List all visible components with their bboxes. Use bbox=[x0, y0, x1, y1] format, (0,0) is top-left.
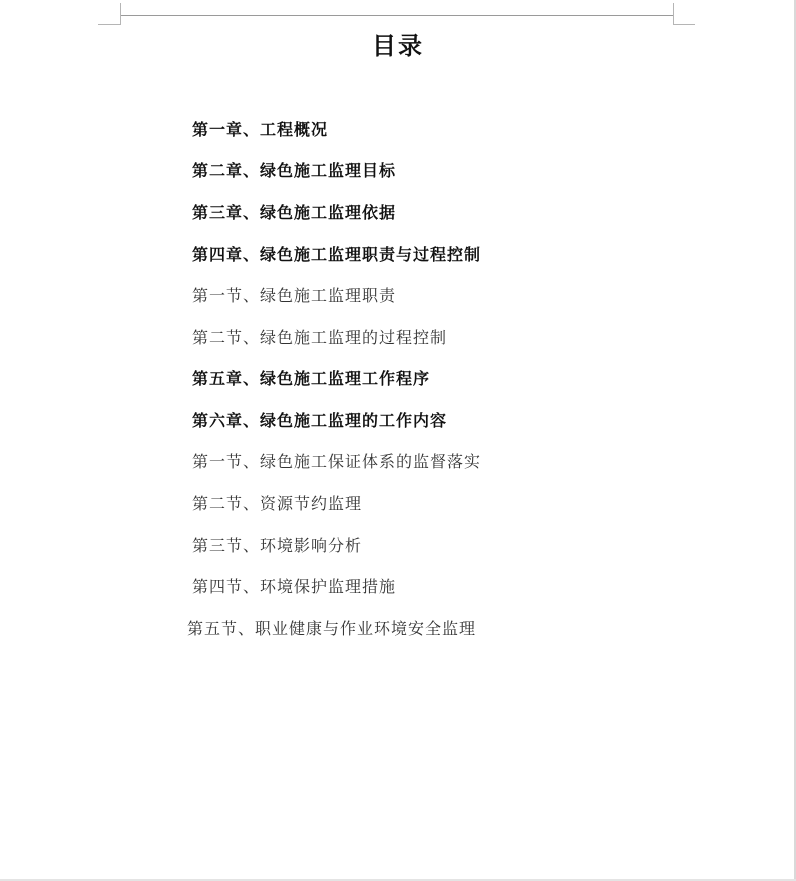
toc-entry-chapter-4-section-1: 第一节、绿色施工监理职责 bbox=[192, 286, 397, 305]
toc-entry-chapter-6-section-2: 第二节、资源节约监理 bbox=[192, 494, 363, 513]
crop-mark-top-left-vertical bbox=[120, 3, 121, 25]
toc-entry-chapter-4-section-2: 第二节、绿色施工监理的过程控制 bbox=[192, 328, 448, 347]
header-rule bbox=[121, 15, 673, 16]
page-title: 目录 bbox=[372, 31, 424, 60]
toc-entry-chapter-6-section-5: 第五节、职业健康与作业环境安全监理 bbox=[187, 619, 477, 638]
toc-entry-chapter-3: 第三章、绿色施工监理依据 bbox=[192, 203, 397, 222]
crop-mark-top-right-vertical bbox=[673, 3, 674, 25]
toc-entry-chapter-6-section-4: 第四节、环境保护监理措施 bbox=[192, 577, 397, 596]
toc-entry-chapter-4: 第四章、绿色施工监理职责与过程控制 bbox=[192, 245, 482, 264]
toc-entry-chapter-5: 第五章、绿色施工监理工作程序 bbox=[192, 369, 431, 388]
toc-entry-chapter-1: 第一章、工程概况 bbox=[192, 120, 329, 139]
crop-mark-top-left-horizontal bbox=[98, 24, 120, 25]
toc-entry-chapter-2: 第二章、绿色施工监理目标 bbox=[192, 161, 397, 180]
toc-entry-chapter-6-section-3: 第三节、环境影响分析 bbox=[192, 536, 363, 555]
toc-entry-chapter-6-section-1: 第一节、绿色施工保证体系的监督落实 bbox=[192, 452, 482, 471]
crop-mark-top-right-horizontal bbox=[673, 24, 695, 25]
toc-entry-chapter-6: 第六章、绿色施工监理的工作内容 bbox=[192, 411, 448, 430]
